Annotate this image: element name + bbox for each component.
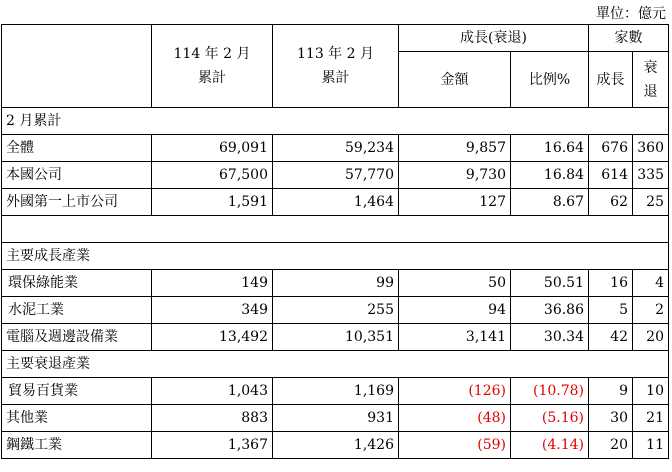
cell-grow: 30 [589,405,633,432]
blank-row [2,216,669,243]
cell-ratio: 16.84 [511,162,589,189]
cell-amount: 9,730 [399,162,511,189]
header-col-2025-line1: 114 年 2 月 [173,46,251,62]
header-decline-line1: 衰 [643,59,658,76]
unit-label: 單位：億元 [596,6,666,22]
cell-ratio: 16.64 [511,135,589,162]
section-title: 2 月累計 [2,108,669,135]
row-label: 其他業 [2,405,152,432]
cell-decline: 21 [633,405,669,432]
cell-grow: 676 [589,135,633,162]
row-label: 鋼鐵工業 [2,432,152,459]
header-col-2024-line2: 累計 [321,70,350,86]
header-decline-line2: 退 [643,83,658,100]
cell-amount: 94 [399,297,511,324]
cell-grow: 16 [589,270,633,297]
cell-decline: 10 [633,378,669,405]
header-ratio: 比例% [511,52,589,108]
header-label-cell [2,25,152,108]
cell-2025: 1,367 [152,432,273,459]
cell-2024: 255 [273,297,399,324]
header-decline [633,52,669,108]
cell-2025: 1,043 [152,378,273,405]
cell-amount: 50 [399,270,511,297]
cell-2024: 931 [273,405,399,432]
cell-2025: 13,492 [152,324,273,351]
cell-decline: 11 [633,432,669,459]
cell-ratio: (10.78) [511,378,589,405]
cell-2024: 1,169 [273,378,399,405]
cell-2025: 69,091 [152,135,273,162]
cell-2025: 149 [152,270,273,297]
row-label: 貿易百貨業 [2,378,152,405]
row-label: 外國第一上市公司 [2,189,152,216]
cell-amount: 3,141 [399,324,511,351]
cell-decline: 4 [633,270,669,297]
header-col-2024-line1: 113 年 2 月 [297,46,374,62]
section-row [2,243,669,270]
row-label: 電腦及週邊設備業 [2,324,152,351]
cell-ratio: 8.67 [511,189,589,216]
cell-decline: 335 [633,162,669,189]
table-row [2,405,669,432]
row-label: 本國公司 [2,162,152,189]
section-title: 主要衰退產業 [2,351,669,378]
header-row-1 [2,25,669,52]
header-grow: 成長 [589,52,633,108]
cell-grow: 5 [589,297,633,324]
table-row [2,162,669,189]
header-col-2024 [273,25,399,108]
cell-grow: 42 [589,324,633,351]
cell-grow: 614 [589,162,633,189]
table-row [2,189,669,216]
cell-2024: 57,770 [273,162,399,189]
section-row [2,108,669,135]
table-row [2,432,669,459]
cell-grow: 62 [589,189,633,216]
row-label: 水泥工業 [2,297,152,324]
table-row [2,270,669,297]
cell-2024: 59,234 [273,135,399,162]
cell-ratio: (5.16) [511,405,589,432]
cell-amount: 127 [399,189,511,216]
cell-ratio: 50.51 [511,270,589,297]
cell-2025: 1,591 [152,189,273,216]
table-row [2,378,669,405]
header-amount: 金額 [399,52,511,108]
blank-cell [2,216,669,243]
header-count: 家數 [589,25,669,52]
cell-2025: 349 [152,297,273,324]
section-title: 主要成長產業 [2,243,669,270]
cell-amount: (48) [399,405,511,432]
header-growth: 成長(衰退) [399,25,589,52]
cell-ratio: 36.86 [511,297,589,324]
table-row [2,135,669,162]
cell-ratio: 30.34 [511,324,589,351]
row-label: 全體 [2,135,152,162]
cell-amount: 9,857 [399,135,511,162]
table-row [2,324,669,351]
cell-2024: 1,426 [273,432,399,459]
cell-2024: 10,351 [273,324,399,351]
cell-2024: 1,464 [273,189,399,216]
cell-decline: 20 [633,324,669,351]
cell-2025: 67,500 [152,162,273,189]
cell-2024: 99 [273,270,399,297]
header-col-2025-line2: 累計 [198,70,226,86]
table-row [2,297,669,324]
cell-amount: (126) [399,378,511,405]
cell-decline: 360 [633,135,669,162]
section-row [2,351,669,378]
cell-amount: (59) [399,432,511,459]
revenue-table [1,24,669,459]
cell-ratio: (4.14) [511,432,589,459]
cell-grow: 20 [589,432,633,459]
cell-2025: 883 [152,405,273,432]
header-col-2025 [152,25,273,108]
cell-decline: 2 [633,297,669,324]
cell-decline: 25 [633,189,669,216]
cell-grow: 9 [589,378,633,405]
row-label: 環保綠能業 [2,270,152,297]
